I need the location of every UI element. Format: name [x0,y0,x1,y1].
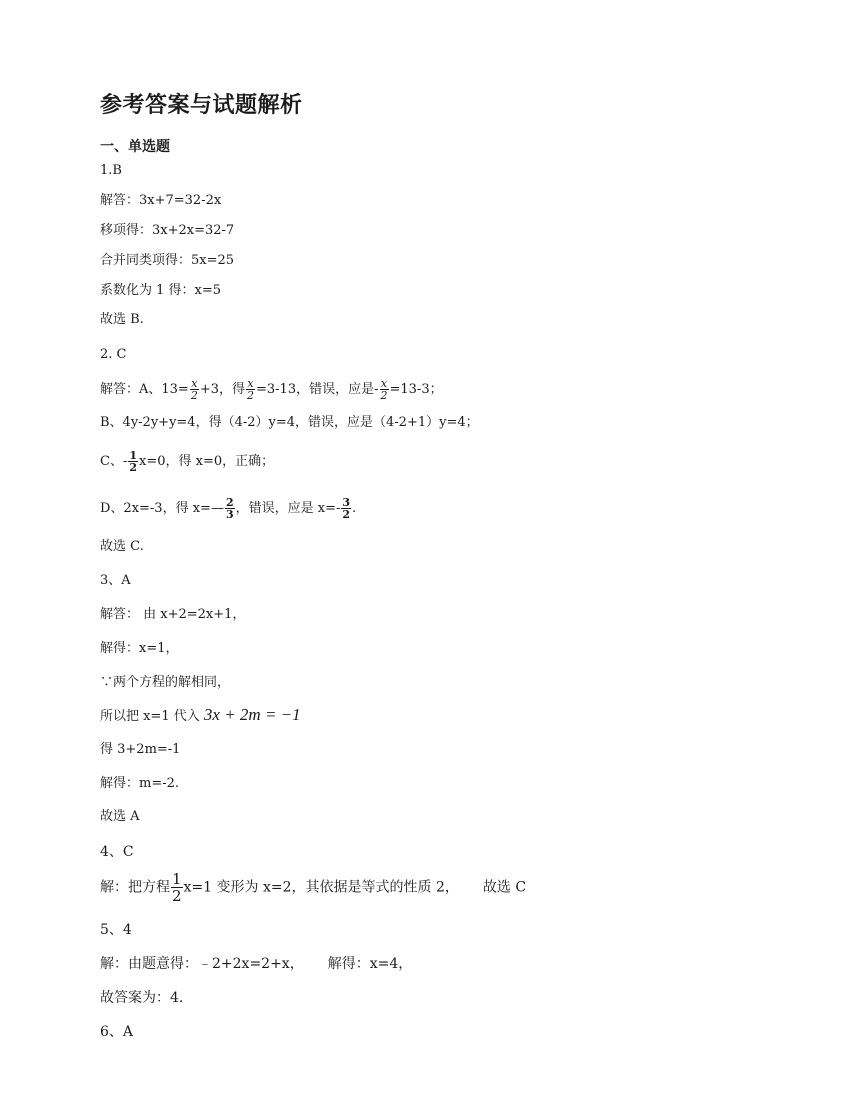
q3-line-4-text: 所以把 x=1 代入 [100,709,200,724]
q2-option-a [100,378,443,401]
fraction-numerator: 1 [172,870,182,888]
q2-option-d [100,497,356,520]
q2-option-b: B、4y-2y+y=4，得（4-2）y=4，错误，应是（4-2+1）y=4； [100,415,479,430]
q4-line [100,871,526,904]
fraction-denominator: 2 [247,389,254,402]
q2-d-text-3: . [352,501,357,516]
q1-line-5: 故选 B. [100,312,144,327]
q2-a-text-4: =13-3； [389,382,443,397]
q2-c-text-1: C、- [100,454,128,469]
fraction-numerator: x [247,377,254,390]
fraction-denominator: 2 [342,508,351,521]
q2-d-text-2: ，错误，应是 x=- [235,501,341,516]
q5-text-2: 解得：x=4， [327,956,413,972]
q3-line-4 [100,706,301,726]
q3-line-5: 得 3+2m=-1 [100,742,181,757]
fraction [171,871,183,904]
section-heading: 一、单选题 [100,139,170,155]
q5-answer: 5、4 [100,922,132,938]
fraction [128,450,138,473]
fraction [341,497,351,520]
q4-text-3: 故选 C [482,879,527,896]
fraction [225,497,235,520]
fraction [190,378,199,401]
q2-option-c [100,450,274,473]
q2-answer: 2. C [100,347,127,362]
q1-line-3: 合并同类项得：5x=25 [100,253,235,268]
q3-answer: 3、A [100,573,131,588]
q6-answer: 6、A [100,1024,134,1040]
q2-d-text-1: D、2x=-3，得 x=— [100,501,224,516]
fraction-numerator: x [380,377,388,390]
q1-line-4: 系数化为 1 得：x=5 [100,283,222,298]
q2-a-text-2: +3，得 [199,382,245,397]
q1-line-2: 移项得：3x+2x=32-7 [100,223,235,238]
equation: 3x + 2m = −1 [203,705,301,724]
fraction-denominator: 2 [380,389,388,402]
q2-a-text-3: =3-13，错误，应是- [256,382,379,397]
fraction-numerator: 3 [342,496,351,509]
q3-line-3: ∵两个方程的解相同， [100,675,231,690]
fraction [380,378,389,401]
q5-line-1 [100,955,412,973]
q3-line-6: 解得：m=-2. [100,776,180,791]
q4-answer: 4、C [100,844,134,860]
fraction-denominator: 2 [172,887,182,905]
q3-line-2: 解得：x=1， [100,641,179,656]
fraction [246,378,255,401]
page-title: 参考答案与试题解析 [100,93,303,118]
fraction-numerator: x [191,377,198,390]
fraction-numerator: 2 [225,496,234,509]
q5-line-2: 故答案为：4. [100,990,184,1006]
fraction-denominator: 2 [190,389,198,402]
fraction-denominator: 2 [129,461,137,474]
q4-text-1: 解：把方程 [100,879,170,896]
q4-text-2: x=1 变形为 x=2，其依据是等式的性质 2， [183,879,459,896]
q2-c-text-2: x=0，得 x=0，正确； [139,454,275,469]
fraction-numerator: 1 [129,449,137,462]
q3-line-1: 解答： 由 x+2=2x+1， [100,607,246,622]
q1-line-1: 解答：3x+7=32-2x [100,193,222,208]
q5-text-1: 解：由题意得：﹣2+2x=2+x， [100,956,304,972]
q2-end: 故选 C. [100,539,144,554]
q3-line-7: 故选 A [100,809,140,824]
q2-a-text-1: 解答：A、13= [100,382,189,397]
q1-answer: 1.B [100,163,122,178]
fraction-denominator: 3 [225,508,234,521]
